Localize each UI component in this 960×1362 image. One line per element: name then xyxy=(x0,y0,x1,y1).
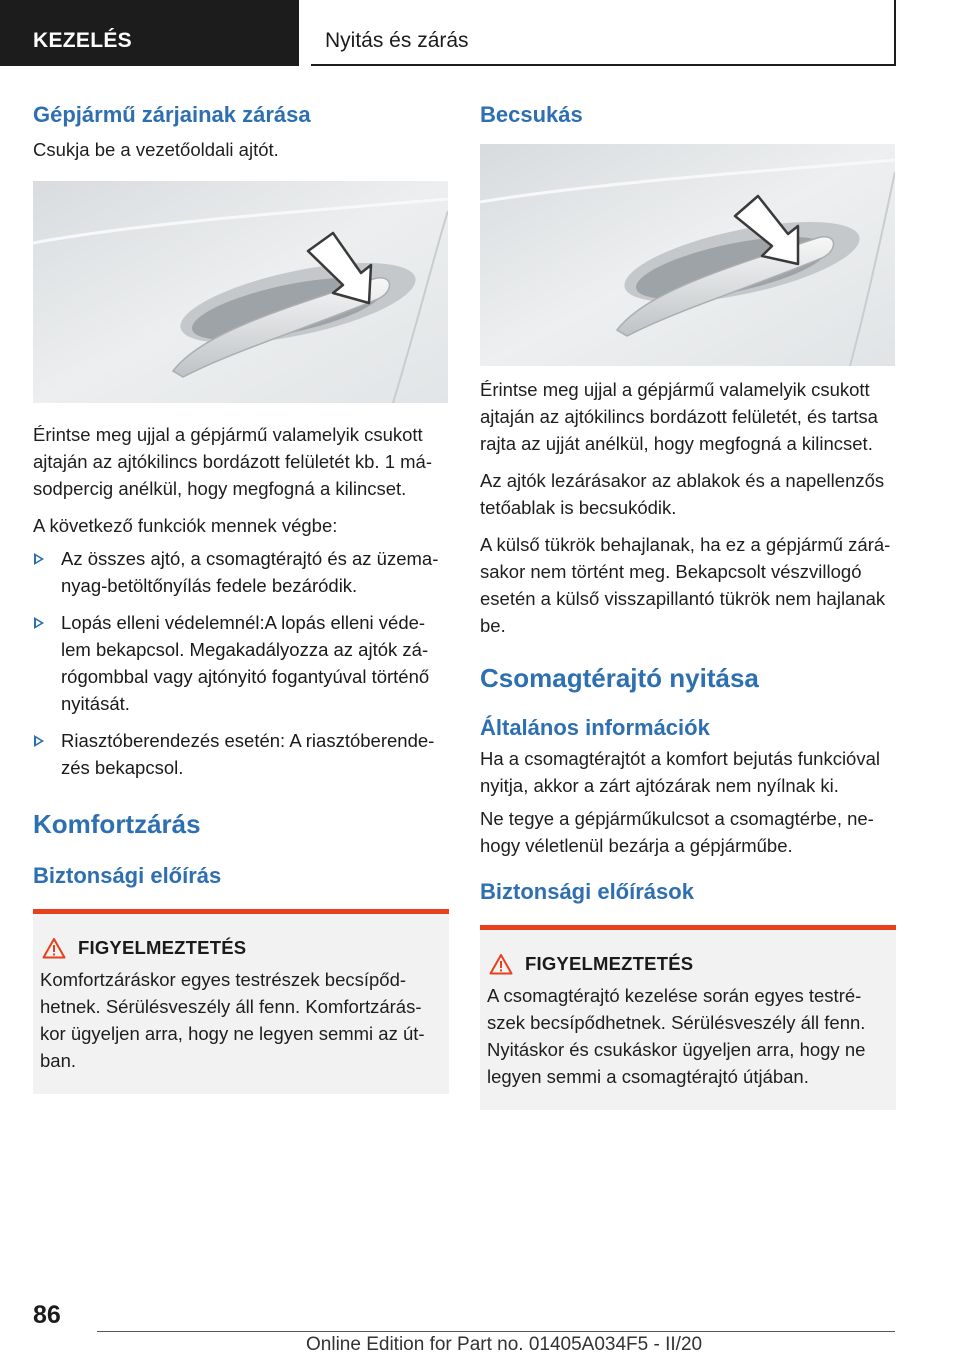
list-item: Az összes ajtó, a csomagtérajtó és az üzema-nyag-betöltőnyílás fedele bezáródik. xyxy=(33,545,449,599)
list-item: Lopás elleni védelemnél:A lopás elleni véde-lem bekapcsol. Megakadályozza az ajtók zá-rógombbal vagy ajtónyitó fogantyúval történő nyitását. xyxy=(33,609,449,717)
heading-lock: Gépjármű zárjainak zárása xyxy=(33,102,311,127)
general-text-2: Ne tegye a gépjárműkulcsot a csomagtérbe, ne-hogy véletlenül bezárja a gépjárműbe. xyxy=(480,808,874,856)
edition-text: Online Edition for Part no. 01405A034F5 - II/20 xyxy=(306,1334,703,1355)
right-column xyxy=(480,100,896,1110)
door-handle-illustration xyxy=(33,181,448,403)
warning-heading: FIGYELMEZTETÉS xyxy=(487,952,888,976)
warning-heading: FIGYELMEZTETÉS xyxy=(40,936,441,960)
door-handle-photo-close xyxy=(480,144,895,366)
list-item: Riasztóberendezés esetén: A riasztóberende-zés bekapcsol. xyxy=(33,727,449,781)
touch-instructions: Érintse meg ujjal a gépjármű valamelyik csukott ajtaján az ajtókilincs bordázott felületét kb. 1 má-sodpercig anélkül, hogy megfogná a kilincset. xyxy=(33,424,432,499)
heading-safety-right: Biztonsági előírások xyxy=(480,879,694,904)
mirrors-text: A külső tükrök behajlanak, ha ez a gépjármű zárá-sakor nem történt meg. Bekapcsolt vészvillogó esetén a külső visszapillantó tükrök nem hajlanak be. xyxy=(480,534,891,636)
warning-triangle-icon xyxy=(489,953,513,975)
heading-close: Becsukás xyxy=(480,102,583,127)
bullet-triangle-icon xyxy=(34,735,44,747)
page-number: 86 xyxy=(33,1301,61,1329)
heading-trunk: Csomagtérajtó nyitása xyxy=(480,663,759,693)
section-tab xyxy=(0,0,299,66)
general-text-1: Ha a csomagtérajtót a komfort bejutás funkcióval nyitja, akkor a zárt ajtózárak nem nyílnak ki. xyxy=(480,748,880,796)
intro-text: Csukja be a vezetőoldali ajtót. xyxy=(33,139,279,160)
warning-text: Komfortzáráskor egyes testrészek becsípőd-hetnek. Sérülésveszély áll fenn. Komfortzárás-kor ügyeljen arra, hogy ne legyen semmi az út-ban. xyxy=(40,969,425,1071)
warning-box-comfort xyxy=(33,909,449,1094)
function-list xyxy=(33,545,449,781)
section-title: KEZELÉS xyxy=(33,29,132,52)
windows-text: Az ajtók lezárásakor az ablakok és a napellenzős tetőablak is becsukódik. xyxy=(480,470,885,518)
chapter-title: Nyitás és zárás xyxy=(325,29,469,52)
door-handle-photo xyxy=(33,181,448,403)
heading-comfort: Komfortzárás xyxy=(33,809,201,839)
door-handle-illustration-close xyxy=(480,144,895,366)
bullet-triangle-icon xyxy=(34,553,44,565)
warning-text: A csomagtérajtó kezelése során egyes testré-szek becsípődhetnek. Sérülésveszély áll fenn. Nyitáskor és csukáskor ügyeljen arra, hogy ne legyen semmi a csomagtérajtó útjában. xyxy=(487,985,866,1087)
left-column xyxy=(33,100,449,1094)
heading-general: Általános információk xyxy=(480,715,710,740)
touch-instructions-close: Érintse meg ujjal a gépjármű valamelyik csukott ajtaján az ajtókilincs bordázott felületét, és tartsa rajta az ujját anélkül, hogy megfogná a kilincset. xyxy=(480,379,878,454)
footer-divider xyxy=(97,1331,895,1332)
chapter-tab xyxy=(311,0,896,66)
functions-intro: A következő funkciók mennek végbe: xyxy=(33,515,338,536)
heading-safety-left: Biztonsági előírás xyxy=(33,863,222,888)
warning-box-trunk xyxy=(480,925,896,1110)
warning-triangle-icon xyxy=(42,937,66,959)
bullet-triangle-icon xyxy=(34,617,44,629)
